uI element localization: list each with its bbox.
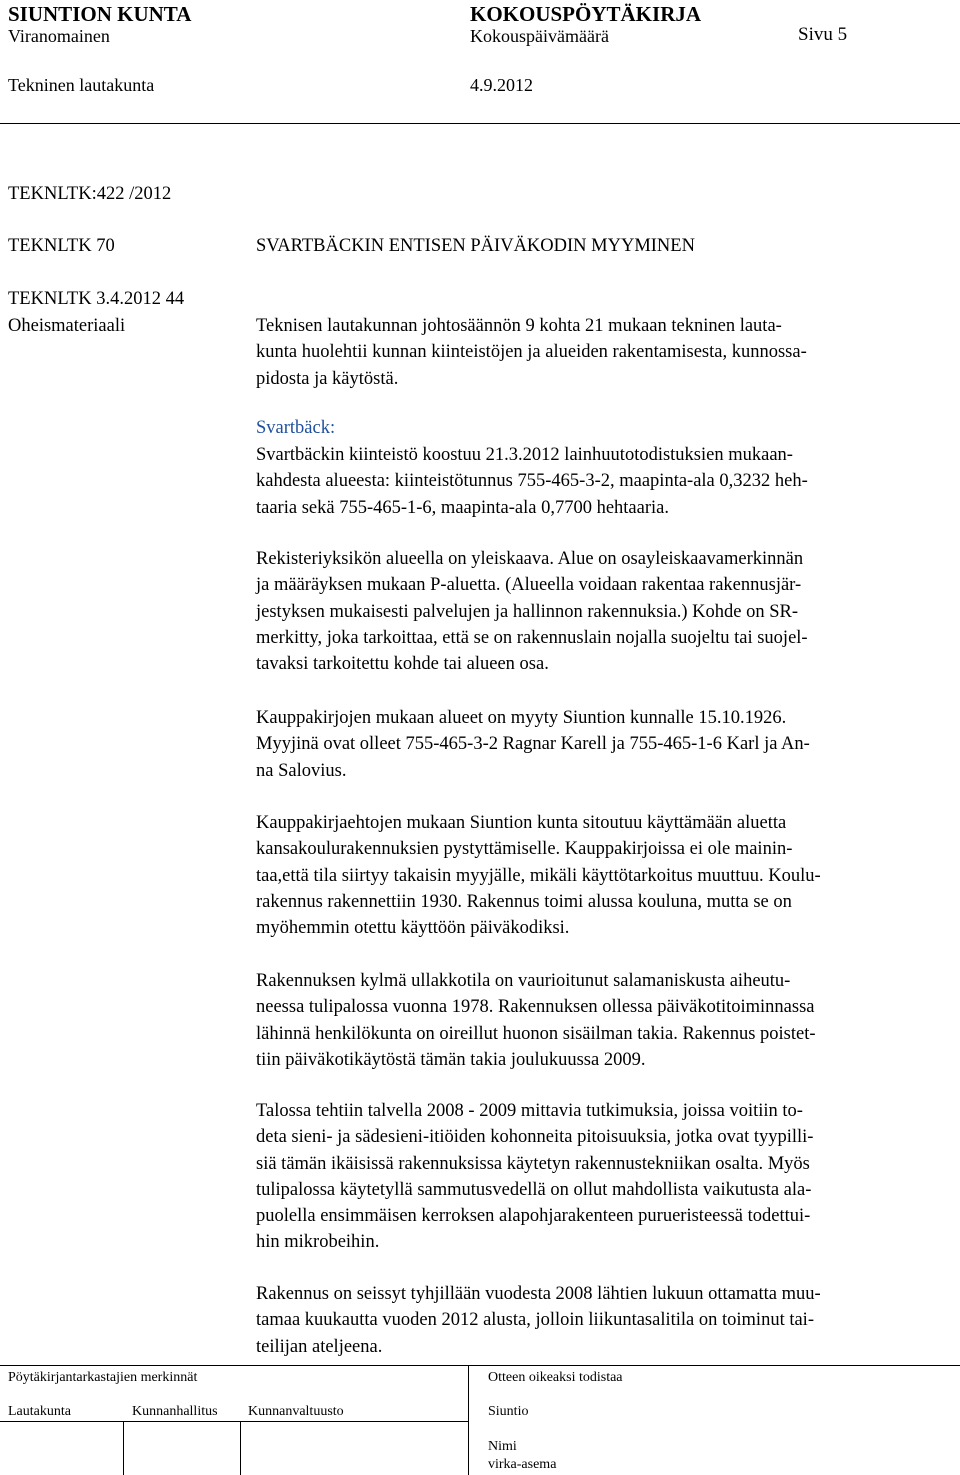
- text-line: tavaksi tarkoitettu kohde tai alueen osa.: [256, 654, 549, 675]
- text-line: Svartbäckin kiinteistö koostuu 21.3.2012 lainhuutotodistuksien mukaan-: [256, 445, 793, 465]
- footer-divider: [0, 1365, 960, 1366]
- column-divider-2: [240, 1421, 241, 1475]
- text-line: Rakennuksen kylmä ullakkotila on vaurioitunut salamaniskusta aiheutu-: [256, 971, 791, 991]
- text-line: hin mikrobeihin.: [256, 1232, 380, 1253]
- column-lautakunta: Lautakunta: [8, 1404, 71, 1419]
- text-line: kansakoulurakennuksien pystyttämiselle. Kauppakirjoissa ei ole mainin-: [256, 839, 793, 860]
- text-line: Kauppakirjojen mukaan alueet on myyty Siuntion kunnalle 15.10.1926.: [256, 708, 787, 728]
- paragraph-purchase: [256, 705, 946, 784]
- text-line: ja määräyksen mukaan P-aluetta. (Alueella voidaan rakentaa rakennusjär-: [256, 575, 802, 596]
- text-line: Rakennus on seissyt tyhjillään vuodesta 2008 lähtien lukuun ottamatta muu-: [256, 1284, 821, 1304]
- text-line: taaria sekä 755-465-1-6, maapinta-ala 0,7700 hehtaaria.: [256, 497, 669, 518]
- text-line: na Salovius.: [256, 760, 347, 781]
- column-kunnanvaltuusto: Kunnanvaltuusto: [248, 1404, 344, 1419]
- name-label: Nimi: [488, 1439, 517, 1454]
- text-line: neessa tulipalossa vuonna 1978. Rakennuksen ollessa päiväkotitoiminnassa: [256, 997, 815, 1018]
- text-line: myöhemmin otettu käyttöön päiväkodiksi.: [256, 918, 570, 939]
- text-line: Rekisteriyksikön alueella on yleiskaava. Alue on osayleiskaavamerkinnän: [256, 549, 804, 569]
- text-line: siä tämän ikäisissä rakennuksissa käytetyn rakennustekniikan osalta. Myös: [256, 1153, 810, 1174]
- column-divider-1: [123, 1421, 124, 1475]
- attachment-label: Oheismateriaali: [8, 316, 126, 336]
- checkers-label: Pöytäkirjantarkastajien merkinnät: [8, 1370, 198, 1385]
- text-line: jestyksen mukaisesti palvelujen ja hallinnon rakennuksia.) Kohde on SR-: [256, 601, 799, 622]
- text-line: pidosta ja käytöstä.: [256, 368, 399, 389]
- text-line: Myyjinä ovat olleet 755-465-3-2 Ragnar Karell ja 755-465-1-6 Karl ja An-: [256, 734, 810, 755]
- position-label: virka-asema: [488, 1457, 557, 1472]
- place-label: Siuntio: [488, 1404, 529, 1419]
- org-name: SIUNTION KUNTA: [8, 2, 192, 26]
- paragraph-studies: [256, 1098, 946, 1256]
- paragraph-property: [256, 442, 946, 521]
- paragraph-terms: [256, 810, 946, 941]
- text-line: taa,että tila siirtyy takaisin myyjälle, mikäli käyttötarkoitus muuttuu. Koulu-: [256, 865, 821, 886]
- certified-label: Otteen oikeaksi todistaa: [488, 1370, 623, 1385]
- text-line: Talossa tehtiin talvella 2008 - 2009 mittavia tutkimuksia, joissa voitiin to-: [256, 1101, 803, 1121]
- previous-reference: TEKNLTK 3.4.2012 44: [8, 289, 185, 309]
- authority-label: Viranomainen: [8, 26, 110, 46]
- page-number: Sivu 5: [798, 24, 848, 45]
- text-line: deta sieni- ja sädesieni-itiöiden kohonneita pitoisuuksia, jotka ovat tyypilli-: [256, 1127, 814, 1148]
- signature-row-divider: [0, 1421, 468, 1422]
- text-line: teilijan ateljeena.: [256, 1336, 383, 1357]
- paragraph-fire: [256, 968, 946, 1073]
- case-title: SVARTBÄCKIN ENTISEN PÄIVÄKODIN MYYMINEN: [256, 236, 695, 256]
- text-line: lähinnä henkilökunta on oireillut huonon sisäilman takia. Rakennus poistet-: [256, 1023, 816, 1044]
- text-line: rakennus rakennettiin 1930. Rakennus toimi alussa kouluna, mutta se on: [256, 891, 792, 912]
- text-line: Teknisen lautakunnan johtosäännön 9 kohta 21 mukaan tekninen lauta-: [256, 316, 782, 336]
- case-reference: TEKNLTK:422 /2012: [8, 184, 172, 204]
- svartback-heading: Svartbäck:: [256, 418, 336, 438]
- text-line: kunta huolehtii kunnan kiinteistöjen ja alueiden rakentamisesta, kunnossa-: [256, 342, 807, 363]
- text-line: puolella ensimmäisen kerroksen alapohjarakenteen purueristeessä todettui-: [256, 1206, 811, 1227]
- section-number: [8, 233, 115, 259]
- text-line: tulipalossa käytetyllä sammutusvedellä on ollut mahdollista vaikutusta ala-: [256, 1179, 812, 1200]
- header-divider: [0, 123, 960, 124]
- paragraph-zoning: [256, 546, 946, 677]
- meeting-date-label: Kokouspäivämäärä: [470, 26, 609, 46]
- board-name: Tekninen lautakunta: [8, 75, 155, 95]
- paragraph-vacancy: [256, 1281, 946, 1360]
- text-line: Kauppakirjaehtojen mukaan Siuntion kunta sitoutuu käyttämään aluetta: [256, 813, 787, 833]
- meeting-date: 4.9.2012: [470, 75, 533, 95]
- text-line: tamaa kuukautta vuoden 2012 alusta, jolloin liikuntasalitila on toiminut tai-: [256, 1310, 814, 1331]
- text-line: kahdesta alueesta: kiinteistötunnus 755-465-3-2, maapinta-ala 0,3232 heh-: [256, 471, 808, 492]
- paragraph-responsibility: [256, 313, 946, 392]
- column-kunnanhallitus: Kunnanhallitus: [132, 1404, 218, 1419]
- text-line: tiin päiväkotikäytöstä tämän takia joulukuussa 2009.: [256, 1049, 646, 1070]
- column-divider-main: [468, 1366, 469, 1475]
- text-line: merkitty, joka tarkoittaa, että se on rakennuslain nojalla suojeltu tai suojel-: [256, 627, 808, 648]
- section-number-text: TEKNLTK 70: [8, 236, 115, 256]
- doc-type: KOKOUSPÖYTÄKIRJA: [470, 2, 702, 26]
